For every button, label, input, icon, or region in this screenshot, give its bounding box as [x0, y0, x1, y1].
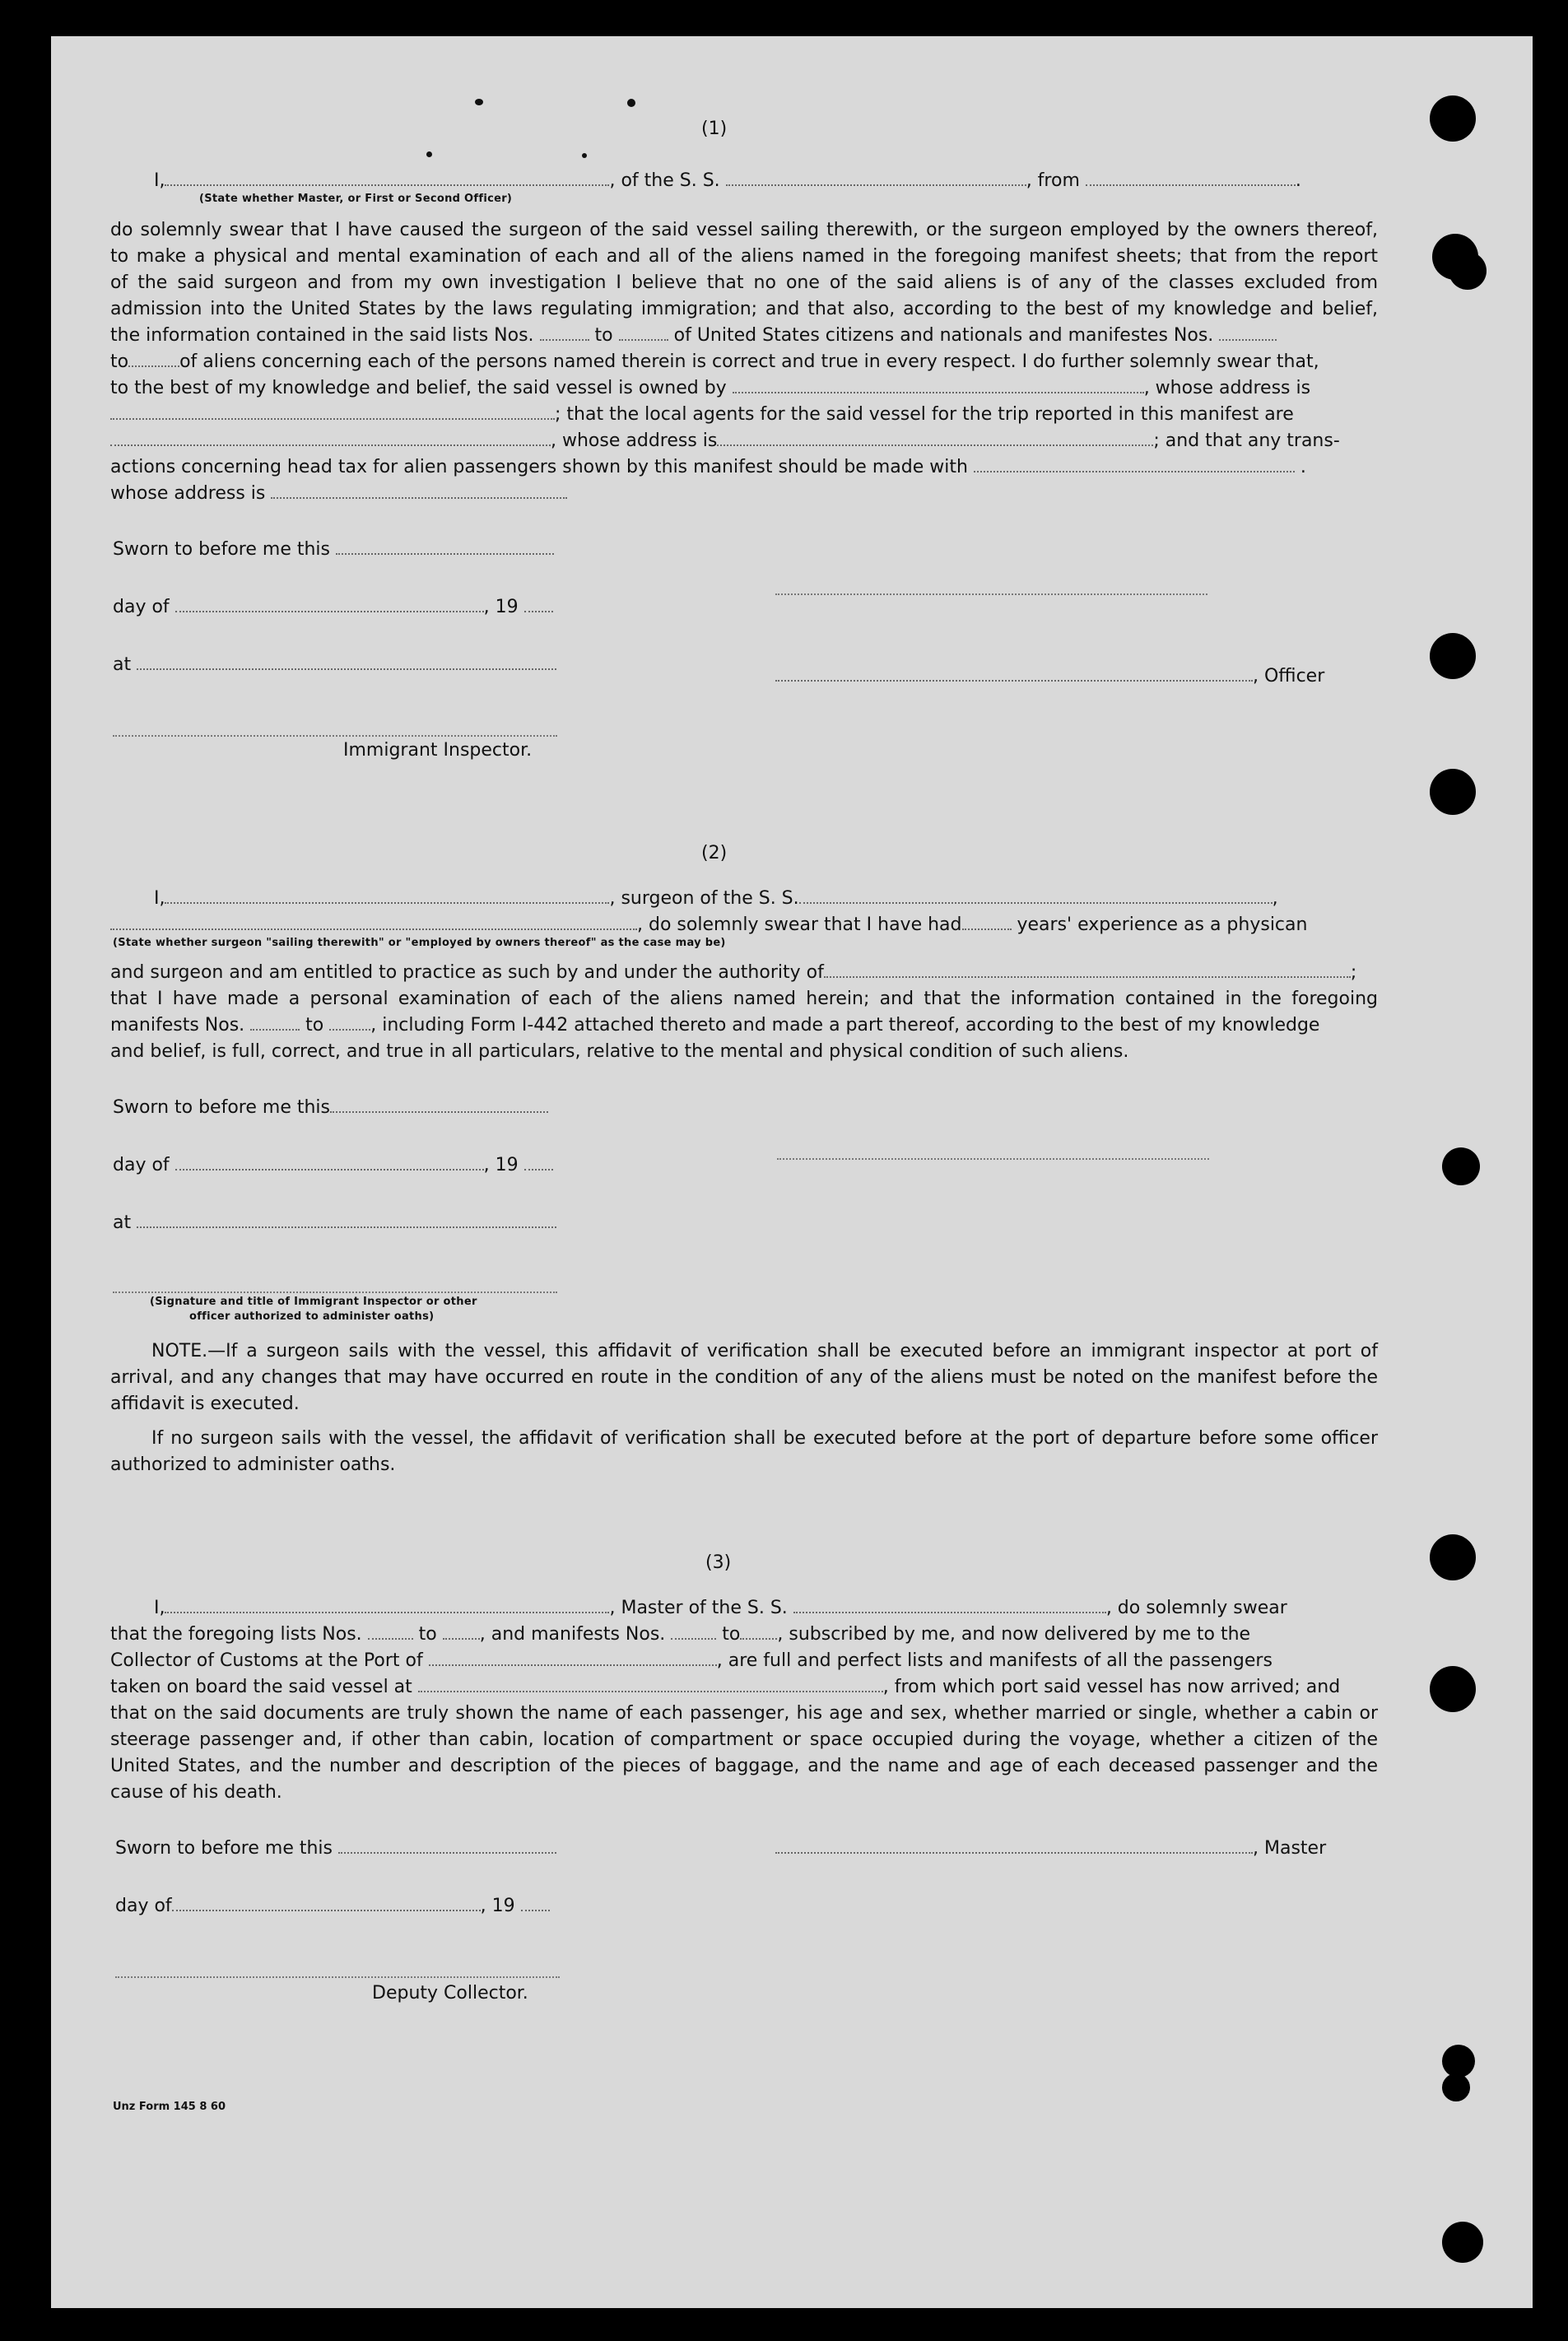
- day-of-label: [113, 594, 553, 621]
- master-signature: [775, 1836, 1326, 1862]
- label: , of the S. S.: [609, 170, 720, 191]
- binder-hole: [1449, 252, 1487, 290]
- officer-note: (State whether Master, or First or Second Officer): [199, 193, 513, 205]
- sworn-label: [115, 1836, 556, 1862]
- text-line: of the said surgeon and from my own investigation I believe that no one of the said aliens is of any of the classes excluded from: [110, 272, 1378, 293]
- blank-field[interactable]: [175, 1168, 484, 1170]
- text-line: do solemnly swear that I have caused the surgeon of the said vessel sailing therewith, or the surgeon employed by the owners thereof,: [110, 220, 1378, 240]
- binder-hole: [1430, 1666, 1476, 1712]
- label: to: [722, 1624, 741, 1645]
- ink-speck: [475, 99, 483, 105]
- label: actions concerning head tax for alien passengers shown by this manifest should be made with: [110, 457, 968, 477]
- text-line: and belief, is full, correct, and true in all particulars, relative to the mental and physical condition of such aliens.: [110, 1041, 1129, 1062]
- blank-field[interactable]: [250, 1028, 300, 1031]
- label: , surgeon of the S. S.: [609, 888, 799, 909]
- blank-field[interactable]: [1086, 184, 1296, 186]
- text-line: [110, 1622, 1378, 1648]
- label: I,: [154, 170, 165, 191]
- form-identifier: Unz Form 145 8 60: [113, 2101, 226, 2113]
- blank-field[interactable]: [521, 1909, 550, 1911]
- blank-field[interactable]: [368, 1637, 413, 1640]
- binder-hole: [1430, 633, 1476, 679]
- label: to: [305, 1015, 324, 1036]
- label: , do solemnly swear: [1105, 1598, 1287, 1618]
- label: ; and that any trans-: [1153, 431, 1340, 451]
- blank-field[interactable]: [165, 184, 609, 186]
- label: of aliens concerning each of the persons named therein is correct and true in every respect. I do further solemnly swear that,: [179, 351, 1319, 372]
- blank-field[interactable]: [336, 552, 554, 555]
- signature-line[interactable]: [115, 1976, 560, 1978]
- label: , including Form I-442 attached thereto and made a part thereof, according to the best of my knowledge: [370, 1015, 1320, 1036]
- blank-field[interactable]: [338, 1851, 556, 1854]
- signature-line[interactable]: [777, 1157, 1209, 1160]
- blank-field[interactable]: [524, 610, 553, 612]
- label: to: [418, 1624, 437, 1645]
- ink-speck: [627, 99, 635, 107]
- signature-note: officer authorized to administer oaths): [189, 1310, 435, 1323]
- blank-field[interactable]: [330, 1110, 548, 1113]
- blank-field[interactable]: [443, 1637, 480, 1640]
- label: , subscribed by me, and now delivered by me to the: [777, 1624, 1251, 1645]
- label: , are full and perfect lists and manifests of all the passengers: [716, 1650, 1273, 1671]
- day-of-label: [113, 1152, 553, 1179]
- label: , from which port said vessel has now arrived; and: [882, 1677, 1341, 1697]
- blank-field[interactable]: [619, 338, 668, 341]
- text-line: that on the said documents are truly shown the name of each passenger, his age and sex, whether married or single, whether a cabin or: [110, 1703, 1378, 1724]
- surgeon-line-2: [110, 912, 1307, 938]
- blank-field[interactable]: [524, 1168, 553, 1170]
- label: to: [110, 351, 129, 372]
- collector-label: Deputy Collector.: [372, 1983, 528, 2004]
- text-line: steerage passenger and, if other than cabin, location of compartment or space occupied during the voyage, whether a citizen of the: [110, 1729, 1378, 1750]
- label: Collector of Customs at the Port of: [110, 1650, 423, 1671]
- label: taken on board the said vessel at: [110, 1677, 412, 1697]
- binder-hole: [1442, 2073, 1470, 2101]
- surgeon-line: [154, 886, 1278, 912]
- blank-field[interactable]: [172, 1909, 481, 1911]
- text-line: cause of his death.: [110, 1782, 282, 1803]
- oath-line: [154, 168, 1301, 194]
- text-line: that I have made a personal examination of each of the aliens named herein; and that the information contained in the foregoing: [110, 989, 1378, 1009]
- blank-field[interactable]: [799, 901, 1273, 904]
- sworn-label: [113, 537, 554, 563]
- text-line: [110, 1674, 1378, 1701]
- blank-field[interactable]: [137, 668, 556, 670]
- label: at: [113, 654, 132, 675]
- blank-field[interactable]: [540, 338, 589, 341]
- blank-field[interactable]: [165, 901, 609, 904]
- text-line: admission into the United States by the laws regulating immigration; and that also, according to the best of my knowledge and belief,: [110, 299, 1378, 319]
- label: manifests Nos.: [110, 1015, 245, 1036]
- label: day of: [113, 1155, 170, 1175]
- at-label: [113, 652, 556, 678]
- label: .: [1300, 457, 1306, 477]
- text-line: [110, 960, 1378, 986]
- label: Sworn to before me this: [113, 539, 330, 560]
- label: , and manifests Nos.: [479, 1624, 666, 1645]
- blank-field[interactable]: [165, 1611, 609, 1613]
- ink-speck: [582, 153, 587, 158]
- text-line: [110, 1012, 1378, 1039]
- binder-hole: [1442, 2222, 1483, 2263]
- binder-hole: [1430, 95, 1476, 142]
- note-paragraph: If no surgeon sails with the vessel, the affidavit of verification shall be executed before at the port of departure before some officer authorized to administer oaths.: [110, 1428, 1378, 1475]
- blank-field[interactable]: [110, 444, 551, 446]
- officer-line: [775, 663, 1324, 690]
- binder-hole: [1442, 1147, 1480, 1185]
- label: I,: [154, 1598, 165, 1618]
- signature-note: (Signature and title of Immigrant Inspector or other: [150, 1296, 477, 1308]
- label: , 19: [480, 1896, 515, 1916]
- blank-field[interactable]: [1219, 338, 1277, 341]
- blank-field[interactable]: [717, 444, 1153, 446]
- label: whose address is: [110, 483, 266, 504]
- label: , whose address is: [551, 431, 718, 451]
- label: Sworn to before me this: [115, 1838, 333, 1859]
- blank-field[interactable]: [110, 928, 637, 930]
- label: , Officer: [1253, 666, 1325, 686]
- blank-field[interactable]: [733, 391, 1144, 393]
- label: that the foregoing lists Nos.: [110, 1624, 362, 1645]
- blank-field[interactable]: [137, 1226, 556, 1228]
- label: .: [1295, 170, 1301, 191]
- surgeon-note: (State whether surgeon "sailing therewith" or "employed by owners thereof" as the case may be): [113, 937, 726, 949]
- label: I,: [154, 888, 165, 909]
- blank-field[interactable]: [429, 1664, 717, 1666]
- blank-field[interactable]: [793, 1611, 1106, 1613]
- label: ; that the local agents for the said vessel for the trip reported in this manifest are: [555, 404, 1294, 425]
- section-number: (3): [705, 1552, 732, 1573]
- text-line: [110, 428, 1378, 454]
- label: and surgeon and am entitled to practice as such by and under the authority of: [110, 962, 824, 983]
- blank-field[interactable]: [740, 1637, 777, 1640]
- note-paragraph: NOTE.—If a surgeon sails with the vessel, this affidavit of verification shall be executed before an immigrant inspector at port of arrival, and any changes that may have occurred en route in the condition of any of the aliens must be noted on the manifest before the affidavit is executed.: [110, 1341, 1378, 1414]
- label: to: [594, 325, 613, 346]
- blank-field[interactable]: [128, 365, 179, 367]
- label: the information contained in the said lists Nos.: [110, 325, 534, 346]
- label: , whose address is: [1143, 378, 1311, 398]
- day-of-label: [115, 1893, 550, 1920]
- blank-field[interactable]: [775, 679, 1253, 682]
- blank-field[interactable]: [329, 1028, 370, 1031]
- text-line: [110, 323, 1378, 349]
- blank-field[interactable]: [775, 1851, 1253, 1854]
- text-line: [110, 454, 1378, 481]
- label: years' experience as a physican: [1017, 915, 1308, 935]
- blank-field[interactable]: [962, 928, 1012, 930]
- blank-field[interactable]: [418, 1690, 883, 1692]
- signature-line[interactable]: [113, 1291, 557, 1293]
- master-line: [154, 1595, 1287, 1622]
- sworn-label: [113, 1095, 548, 1121]
- text-line: [110, 481, 1378, 507]
- label: Sworn to before me this: [113, 1097, 330, 1118]
- label: ,: [1272, 888, 1278, 909]
- blank-field[interactable]: [974, 470, 1295, 472]
- label: at: [113, 1212, 132, 1233]
- label: , from: [1026, 170, 1080, 191]
- label: , 19: [483, 1155, 519, 1175]
- blank-field[interactable]: [726, 184, 1026, 186]
- binder-hole: [1442, 2045, 1475, 2078]
- form-page: [51, 36, 1533, 2308]
- section-number: (2): [701, 843, 728, 863]
- inspector-label: Immigrant Inspector.: [343, 740, 533, 761]
- blank-field[interactable]: [175, 610, 484, 612]
- signature-line[interactable]: [775, 593, 1207, 595]
- label: , 19: [483, 597, 519, 617]
- text-line: [110, 375, 1378, 402]
- blank-field[interactable]: [824, 975, 1351, 978]
- ink-speck: [426, 151, 432, 157]
- label: ;: [1350, 962, 1357, 983]
- blank-field[interactable]: [271, 496, 567, 499]
- blank-field[interactable]: [110, 417, 555, 420]
- label: , Master: [1253, 1838, 1327, 1859]
- label: , do solemnly swear that I have had: [637, 915, 962, 935]
- at-label: [113, 1210, 556, 1236]
- text-line: [110, 402, 1378, 428]
- label: of United States citizens and nationals and manifestes Nos.: [673, 325, 1214, 346]
- binder-hole: [1430, 769, 1476, 815]
- signature-line[interactable]: [113, 734, 557, 737]
- label: day of: [113, 597, 170, 617]
- label: to the best of my knowledge and belief, the said vessel is owned by: [110, 378, 727, 398]
- text-line: to make a physical and mental examination of each and all of the aliens named in the foregoing manifest sheets; that from the report: [110, 246, 1378, 267]
- text-line: United States, and the number and description of the pieces of baggage, and the name and age of each deceased passenger and the: [110, 1756, 1378, 1776]
- label: day of: [115, 1896, 172, 1916]
- label: , Master of the S. S.: [609, 1598, 788, 1618]
- blank-field[interactable]: [671, 1637, 716, 1640]
- binder-hole: [1430, 1534, 1476, 1580]
- text-line: [110, 349, 1378, 375]
- section-number: (1): [701, 119, 728, 139]
- text-line: [110, 1648, 1378, 1674]
